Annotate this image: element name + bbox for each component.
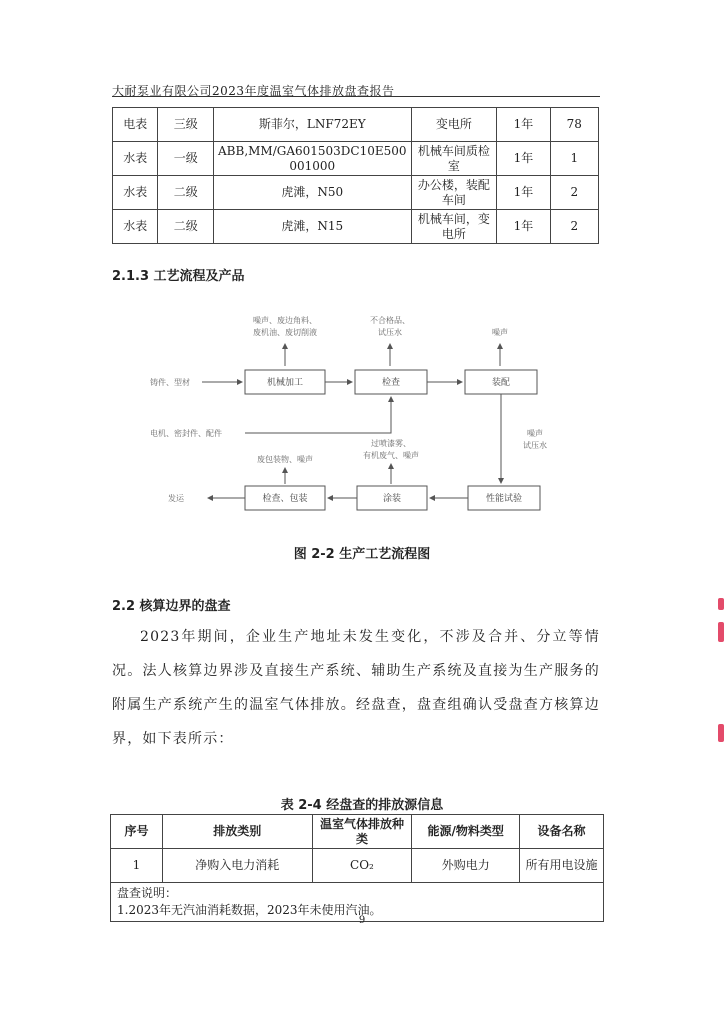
emission-label: 废机油、废切削液 <box>253 328 317 337</box>
margin-mark <box>718 622 724 642</box>
header-energy-type: 能源/物料类型 <box>412 815 520 849</box>
table-cell: 1年 <box>497 176 550 210</box>
table-cell: 电表 <box>113 108 158 142</box>
table-cell: 水表 <box>113 176 158 210</box>
emission-label: 噪声 <box>492 328 508 337</box>
svg-text:装配: 装配 <box>491 378 511 388</box>
table-cell: 净购入电力消耗 <box>162 849 312 883</box>
table-cell: 二级 <box>158 210 214 244</box>
table-cell: ABB,MM/GA601503DC10E500 001000 <box>214 142 412 176</box>
table-cell: CO₂ <box>312 849 412 883</box>
box-machining <box>245 370 325 394</box>
header-gas-type: 温室气体排放种类 <box>312 815 412 849</box>
table-cell: 办公楼，装配车间 <box>411 176 497 210</box>
table-cell: 水表 <box>113 142 158 176</box>
svg-text:机械加工: 机械加工 <box>266 378 304 388</box>
output-shipping: 发运 <box>168 494 184 503</box>
table-caption: 表 2-4 经盘查的排放源信息 <box>280 798 444 813</box>
table-cell: 三级 <box>158 108 214 142</box>
table-cell: 1年 <box>497 210 550 244</box>
header-category: 排放类别 <box>162 815 312 849</box>
svg-text:检查、包装: 检查、包装 <box>262 494 308 504</box>
box-inspect <box>355 370 427 394</box>
table-row <box>113 210 599 244</box>
svg-text:性能试验: 性能试验 <box>485 494 523 504</box>
svg-text:检查: 检查 <box>381 378 401 388</box>
report-header: 大耐泵业有限公司2023年度温室气体排放盘查报告 <box>112 84 395 98</box>
table-cell: 2 <box>550 176 598 210</box>
box-packing <box>245 486 325 510</box>
table-cell: 1年 <box>497 142 550 176</box>
header-rule <box>112 96 600 97</box>
box-assembly <box>465 370 537 394</box>
emission-label: 试压水 <box>378 328 402 337</box>
body-paragraph: 2023年期间，企业生产地址未发生变化，不涉及合并、分立等情况。法人核算边界涉及直接生产系统、辅助生产系统及直接为生产服务的附属生产系统产生的温室气体排放。经盘查，盘查组确认受盘查方核算边界，如下表所示： <box>112 629 600 747</box>
emission-label: 废包装物、噪声 <box>257 455 313 464</box>
input-castings: 铸件、型材 <box>150 378 190 387</box>
table-row <box>113 108 599 142</box>
section-heading-2-1-3: 2.1.3 工艺流程及产品 <box>112 269 245 284</box>
table-cell: 虎滩，N15 <box>214 210 412 244</box>
svg-text:涂装: 涂装 <box>382 494 402 504</box>
table-row <box>113 142 599 176</box>
box-performance-test <box>468 486 540 510</box>
emission-label: 不合格品、 <box>370 316 410 325</box>
table-row <box>111 849 604 883</box>
table-cell: 机械车间，变电所 <box>411 210 497 244</box>
table-cell: 一级 <box>158 142 214 176</box>
figure-caption: 图 2-2 生产工艺流程图 <box>293 547 431 562</box>
emission-label: 过喷漆雾、 <box>371 439 411 448</box>
table-cell: 虎滩，N50 <box>214 176 412 210</box>
emission-label: 噪声、废边角料、 <box>253 316 317 325</box>
table-cell: 78 <box>550 108 598 142</box>
margin-mark <box>718 724 724 742</box>
header-equipment: 设备名称 <box>520 815 604 849</box>
input-motors: 电机、密封件、配件 <box>150 429 222 438</box>
note-line: 1.2023年无汽油消耗数据，2023年未使用汽油。 <box>117 903 382 917</box>
process-flow-diagram <box>150 308 590 518</box>
margin-mark <box>718 598 724 610</box>
table-cell: 1年 <box>497 108 550 142</box>
section-heading-2-2: 2.2 核算边界的盘查 <box>112 599 231 614</box>
header-seq: 序号 <box>111 815 163 849</box>
meter-table <box>112 107 599 244</box>
table-cell: 斯菲尔，LNF72EY <box>214 108 412 142</box>
table-row <box>113 176 599 210</box>
emission-label: 噪声 <box>527 429 543 438</box>
emission-label: 有机废气、噪声 <box>363 451 419 460</box>
note-title: 盘查说明： <box>117 886 178 900</box>
box-coating <box>357 486 427 510</box>
emission-label: 试压水 <box>523 441 547 450</box>
emission-source-table <box>110 814 604 922</box>
page-number: 9 <box>358 915 366 926</box>
table-cell: 外购电力 <box>412 849 520 883</box>
table-cell: 所有用电设施 <box>520 849 604 883</box>
table-cell: 水表 <box>113 210 158 244</box>
table-cell: 机械车间质检室 <box>411 142 497 176</box>
table-cell: 1 <box>111 849 163 883</box>
table-cell: 2 <box>550 210 598 244</box>
table-cell: 二级 <box>158 176 214 210</box>
table-cell: 1 <box>550 142 598 176</box>
table-cell: 变电所 <box>411 108 497 142</box>
